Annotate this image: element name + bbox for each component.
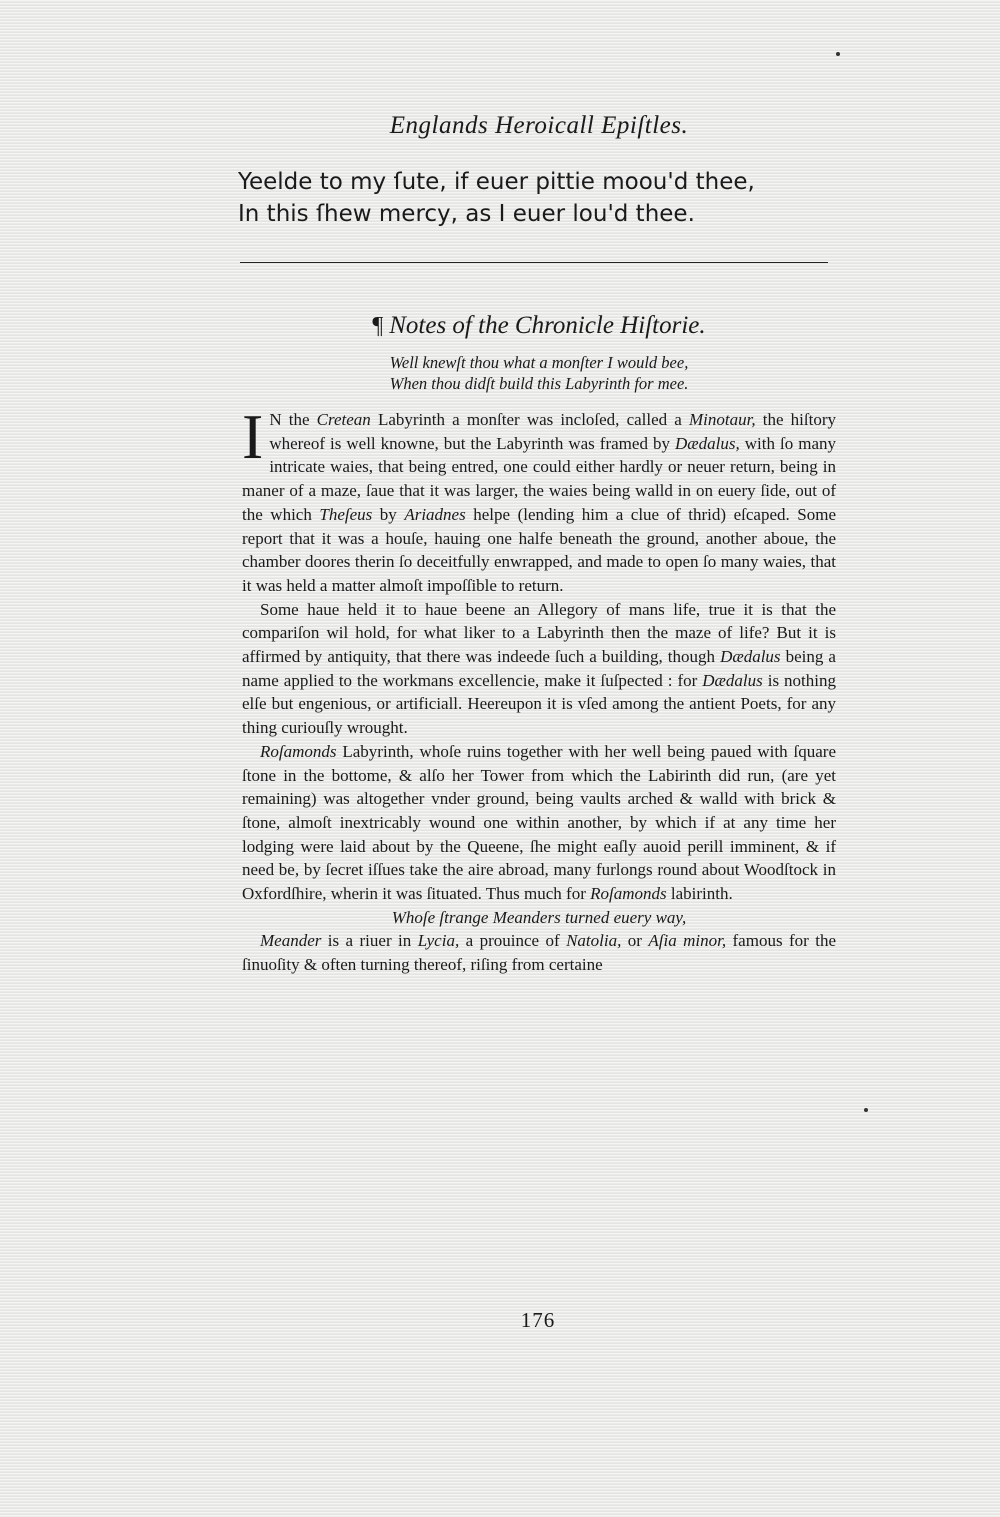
notes-title-text: Notes of the Chronicle Hiſtorie.: [389, 312, 706, 339]
paragraph-1: [242, 401, 836, 598]
pilcrow-mark: ¶: [372, 313, 384, 339]
text-run: Some haue held it to haue beene an Allegory of mans life, true it is that the compariſon wil hold, for what liker to a Labyrinth then the maze of life? But it is affirmed by antiquity, that there was indeede ſuch a building, though: [242, 599, 836, 667]
verse-line-1: Yeelde to my ſute, if euer pittie moou'd thee,: [238, 169, 755, 195]
text-run: the hiſtory whereof is well knowne, but the Labyrinth was framed by: [269, 410, 836, 453]
text-run: by: [372, 504, 405, 524]
italic-run: Cretean: [316, 410, 371, 429]
text-run: is a riuer in: [321, 931, 418, 951]
italic-run: Lycia,: [417, 931, 460, 951]
verse-couplet: [238, 166, 755, 230]
italic-run: Theſeus: [319, 504, 373, 524]
text-run: helpe (lending him a clue of thrid) eſcaped. Some report that it was a houſe, hauing one halfe beneath the ground, another aboue, the chamber doores therin ſo deceitfully enwrapped, and made to open ſo many waies, that it was held a matter almoſt impoſſible to return.: [242, 504, 836, 595]
italic-run: Minotaur,: [689, 410, 756, 429]
verse-line-2: In this ſhew mercy, as I euer lou'd thee.: [238, 201, 695, 227]
italic-run: Ariadnes: [404, 504, 466, 524]
drop-cap: I: [242, 401, 264, 472]
italic-run: Meander: [260, 931, 322, 951]
paragraph-3: [242, 740, 836, 906]
italic-run: Dædalus: [720, 647, 781, 667]
paper-speck: [836, 52, 840, 56]
text-run: being a name applied to the workmans excellencie, make it ſuſpected : for: [242, 647, 836, 690]
text-run: or: [621, 931, 649, 951]
section-rule: [240, 262, 828, 263]
italic-run: Dædalus,: [675, 433, 740, 453]
text-run: N the: [269, 410, 317, 429]
text-run: Labyrinth a monſter was incloſed, called a: [370, 410, 689, 429]
text-run: a prouince of: [459, 931, 567, 951]
running-head: Englands Heroicall Epiſtles.: [389, 112, 689, 139]
paragraph-2: [242, 598, 836, 740]
quote-line-2: When thou didſt build this Labyrinth for mee.: [389, 374, 689, 393]
italic-run: Aſia minor,: [648, 931, 727, 951]
quoted-verse: [240, 352, 838, 394]
notes-title: [240, 312, 838, 340]
text-run: with ſo many intricate waies, that being entred, one could either hardly or neuer return, being in maner of a maze, ſaue that it was larger, the waies being walld in on euery ſide, out of the which: [242, 433, 836, 524]
text-run: is nothing elſe but engenious, or artificiall. Heereupon it is vſed among the antient Poets, for any thing curiouſly wrought.: [242, 670, 836, 738]
notes-body: [242, 401, 836, 977]
paper-speck: [864, 1108, 868, 1112]
text-run: Labyrinth, whoſe ruins together with her well being paued with ſquare ſtone in the bottome, & alſo her Tower from which the Labirinth did run, (are yet remaining) was altogether vnder ground, being vaults arched & walld with brick & ſtone, almoſt inextricably wound one within another, by which if at any time her lodging were laid about by the Queene, ſhe might eaſly auoid perill imminent, & if need be, by ſecret iſſues take the aire abroad, many furlongs round about Woodſtock in Oxfordſhire, wherin it was ſituated. Thus much for: [242, 741, 836, 904]
italic-run: Roſamonds: [590, 884, 667, 904]
page-number: 176: [520, 1308, 556, 1332]
italic-run: Roſamonds: [260, 741, 337, 761]
italic-run: Natolia,: [566, 931, 622, 951]
text-run: famous for the ſinuoſity & often turning thereof, riſing from certaine: [242, 931, 836, 975]
quote-line-1: Well knewſt thou what a monſter I would bee,: [389, 353, 689, 372]
subhead: Whoſe ſtrange Meanders turned euery way,: [391, 907, 687, 927]
text-run: labirinth.: [666, 884, 733, 904]
italic-run: Dædalus: [702, 670, 763, 690]
paragraph-4: [242, 929, 836, 976]
